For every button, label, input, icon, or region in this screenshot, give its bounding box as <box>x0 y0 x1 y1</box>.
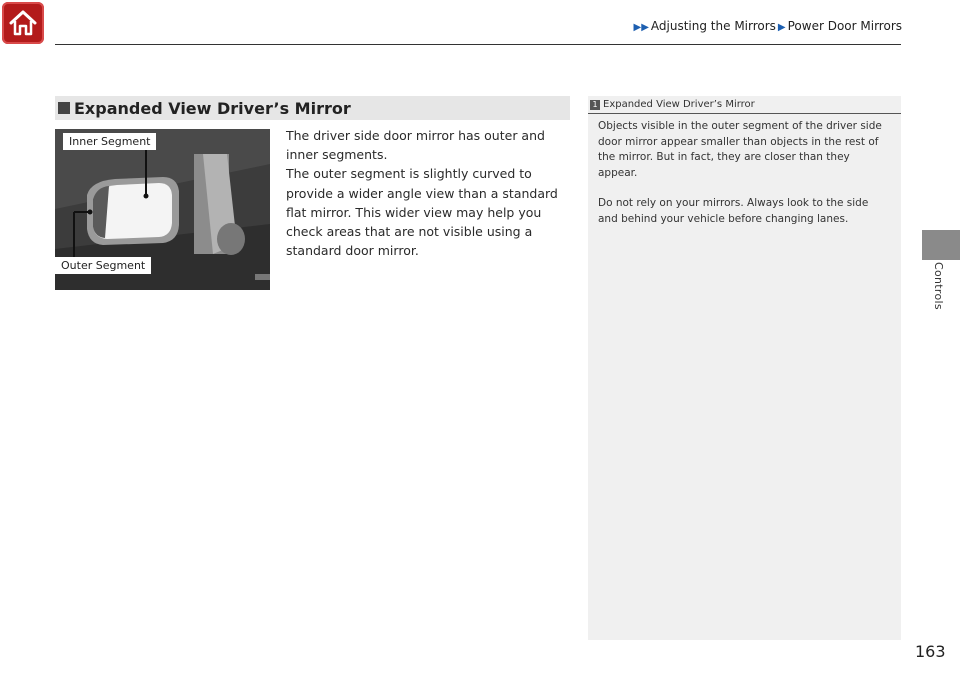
triangle-right-icon: ▶▶ <box>633 22 649 33</box>
note-panel <box>588 96 901 640</box>
inner-segment-label: Inner Segment <box>63 133 156 150</box>
note-paragraph: Objects visible in the outer segment of the driver side door mirror appear smaller than objects in the rest of the mirror. But in fact, they are closer than they appear. <box>598 120 882 179</box>
header-divider <box>55 44 901 45</box>
breadcrumb-item[interactable]: Power Door Mirrors <box>787 19 902 33</box>
section-title: Expanded View Driver’s Mirror <box>74 98 351 118</box>
breadcrumb <box>632 19 902 33</box>
note-paragraph: Do not rely on your mirrors. Always look to the side and behind your vehicle before changing lanes. <box>598 197 869 225</box>
paragraph: The outer segment is slightly curved to provide a wider angle view than a standard flat mirror. This wider view may help you check areas that are not visible using a standard door mirror. <box>286 166 558 259</box>
square-bullet-icon <box>58 102 70 114</box>
side-tab[interactable] <box>922 230 960 260</box>
breadcrumb-item[interactable]: Adjusting the Mirrors <box>650 19 776 33</box>
note-body <box>588 114 901 227</box>
home-icon <box>8 9 38 37</box>
page-number: 163 <box>915 642 946 661</box>
outer-segment-label: Outer Segment <box>55 257 151 274</box>
note-header <box>588 96 901 114</box>
home-button[interactable] <box>2 2 44 44</box>
paragraph: The driver side door mirror has outer and inner segments. <box>286 128 545 163</box>
note-number-icon: 1 <box>590 100 600 110</box>
section-heading <box>55 96 570 120</box>
note-title: Expanded View Driver’s Mirror <box>603 99 755 110</box>
side-tab-label: Controls <box>932 262 945 310</box>
mirror-illustration <box>55 129 270 290</box>
body-text <box>286 126 571 260</box>
triangle-right-icon: ▶ <box>777 22 786 33</box>
